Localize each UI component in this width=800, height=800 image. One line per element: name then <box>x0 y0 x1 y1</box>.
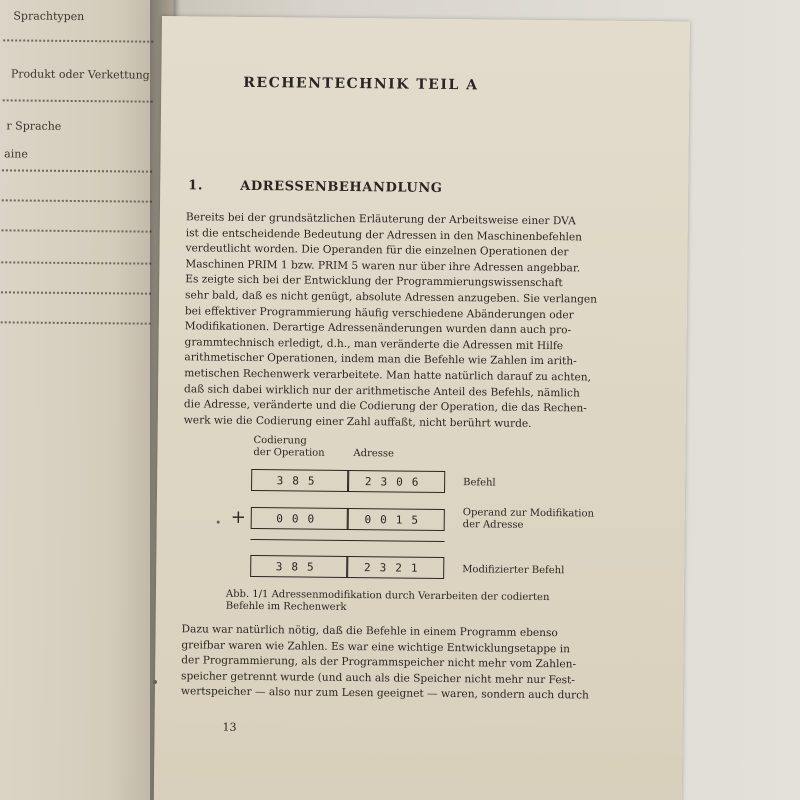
left-page-fragment: Sprachtypen <box>13 9 85 24</box>
text-line: metischen Rechenwerk verarbeitete. Man hatte natürlich darauf zu achten, <box>184 367 592 384</box>
section-number: 1. <box>188 178 204 194</box>
header-line: der Operation <box>253 446 325 459</box>
label-line: der Adresse <box>462 519 524 531</box>
left-page-fragment: r Sprache <box>6 119 62 133</box>
dotted-line <box>1 321 151 324</box>
left-page-fragment: aine <box>4 147 28 161</box>
text-line: grammtechnisch erledigt, d.h., man veränderte die Adressen mit Hilfe <box>184 336 564 352</box>
text-line: Maschinen PRIM 1 bzw. PRIM 5 waren nur über ihre Adressen angebbar. <box>185 258 581 275</box>
text-line: die Adresse, veränderte und die Codierung der Operation, die das Rechen- <box>183 398 587 415</box>
text-line: bei effektiver Programmierung häufig verschiedene Abänderungen oder <box>184 304 574 321</box>
op-code-box: 000 <box>251 507 349 530</box>
dotted-line <box>1 261 151 264</box>
dotted-line <box>2 229 152 232</box>
text-line: Es zeigte sich bei der Entwicklung der Programmierungswissenschaft <box>185 273 563 290</box>
text-line: ist die entscheidende Bedeutung der Adressen in den Maschinenbefehlen <box>185 226 583 244</box>
text-line: Modifikationen. Derartige Adressenänderungen wurden dann auch pro- <box>184 320 572 337</box>
section-title: ADRESSENBEHANDLUNG <box>240 178 443 196</box>
dotted-line <box>3 99 153 102</box>
ink-smudge <box>217 521 220 524</box>
dotted-line <box>1 291 151 294</box>
caption-line: Abb. 1/1 Adressenmodifikation durch Verarbeiten der codierten <box>225 588 550 604</box>
diagram-header-address: Adresse <box>353 448 394 460</box>
diagram-header-operation <box>253 435 324 460</box>
page-number: 13 <box>222 720 237 734</box>
text-line: greifbar waren wie Zahlen. Es war eine wichtige Entwicklungsetappe in <box>181 638 571 655</box>
text-line: daß sich dabei wirklich nur der arithmetische Anteil des Befehls, nämlich <box>184 382 580 399</box>
book-page <box>154 16 690 800</box>
text-line: Bereits bei der grundsätzlichen Erläuterung der Arbeitsweise einer DVA <box>185 211 576 228</box>
header-line: Codierung <box>253 434 307 447</box>
caption-line: Befehle im Rechenwerk <box>225 600 347 613</box>
text-line: verdeutlicht worden. Die Operanden für die einzelnen Operationen der <box>185 242 569 259</box>
op-code-box: 385 <box>250 555 348 578</box>
dotted-line <box>3 39 153 42</box>
plus-sign: + <box>230 506 246 528</box>
row-label: Befehl <box>463 477 496 489</box>
row-label <box>463 507 594 532</box>
dotted-line <box>2 169 152 172</box>
address-box: 2306 <box>347 470 445 493</box>
row-label: Modifizierter Befehl <box>462 564 565 577</box>
section-heading <box>188 178 442 196</box>
address-box: 2321 <box>346 556 444 579</box>
address-box: 0015 <box>347 508 445 531</box>
text-line: der Programmierung, als der Programmspeicher nicht mehr vom Zahlen- <box>181 654 577 671</box>
text-line: sehr bald, daß es nicht genügt, absolute Adressen anzugeben. Sie verlangen <box>185 289 598 306</box>
dotted-line <box>2 199 152 202</box>
label-line: Operand zur Modifikation <box>462 507 595 520</box>
text-line: speicher getrennt wurde (und auch als die Speicher nicht mehr nur Fest- <box>181 670 575 687</box>
text-line: Dazu war natürlich nötig, daß die Befehle in einem Programm ebenso <box>181 623 558 640</box>
op-code-box: 385 <box>251 469 349 492</box>
text-line: werk wie die Codierung einer Zahl auffaßt, nicht berührt wurde. <box>183 413 532 430</box>
sum-rule <box>251 539 445 542</box>
ink-smudge <box>153 680 157 684</box>
text-line: wertspeicher — also nur zum Lesen geeignet — waren, sondern auch durch <box>180 685 589 702</box>
paragraph-2 <box>181 622 602 704</box>
page-title: RECHENTECHNIK TEIL A <box>243 74 479 94</box>
paragraph-1 <box>184 210 606 433</box>
figure-caption <box>226 589 606 617</box>
left-page-fragment: Produkt oder Verkettung <box>10 67 150 82</box>
text-line: arithmetischer Operationen, indem man die Befehle wie Zahlen im arith- <box>184 351 577 368</box>
previous-page <box>0 0 174 800</box>
